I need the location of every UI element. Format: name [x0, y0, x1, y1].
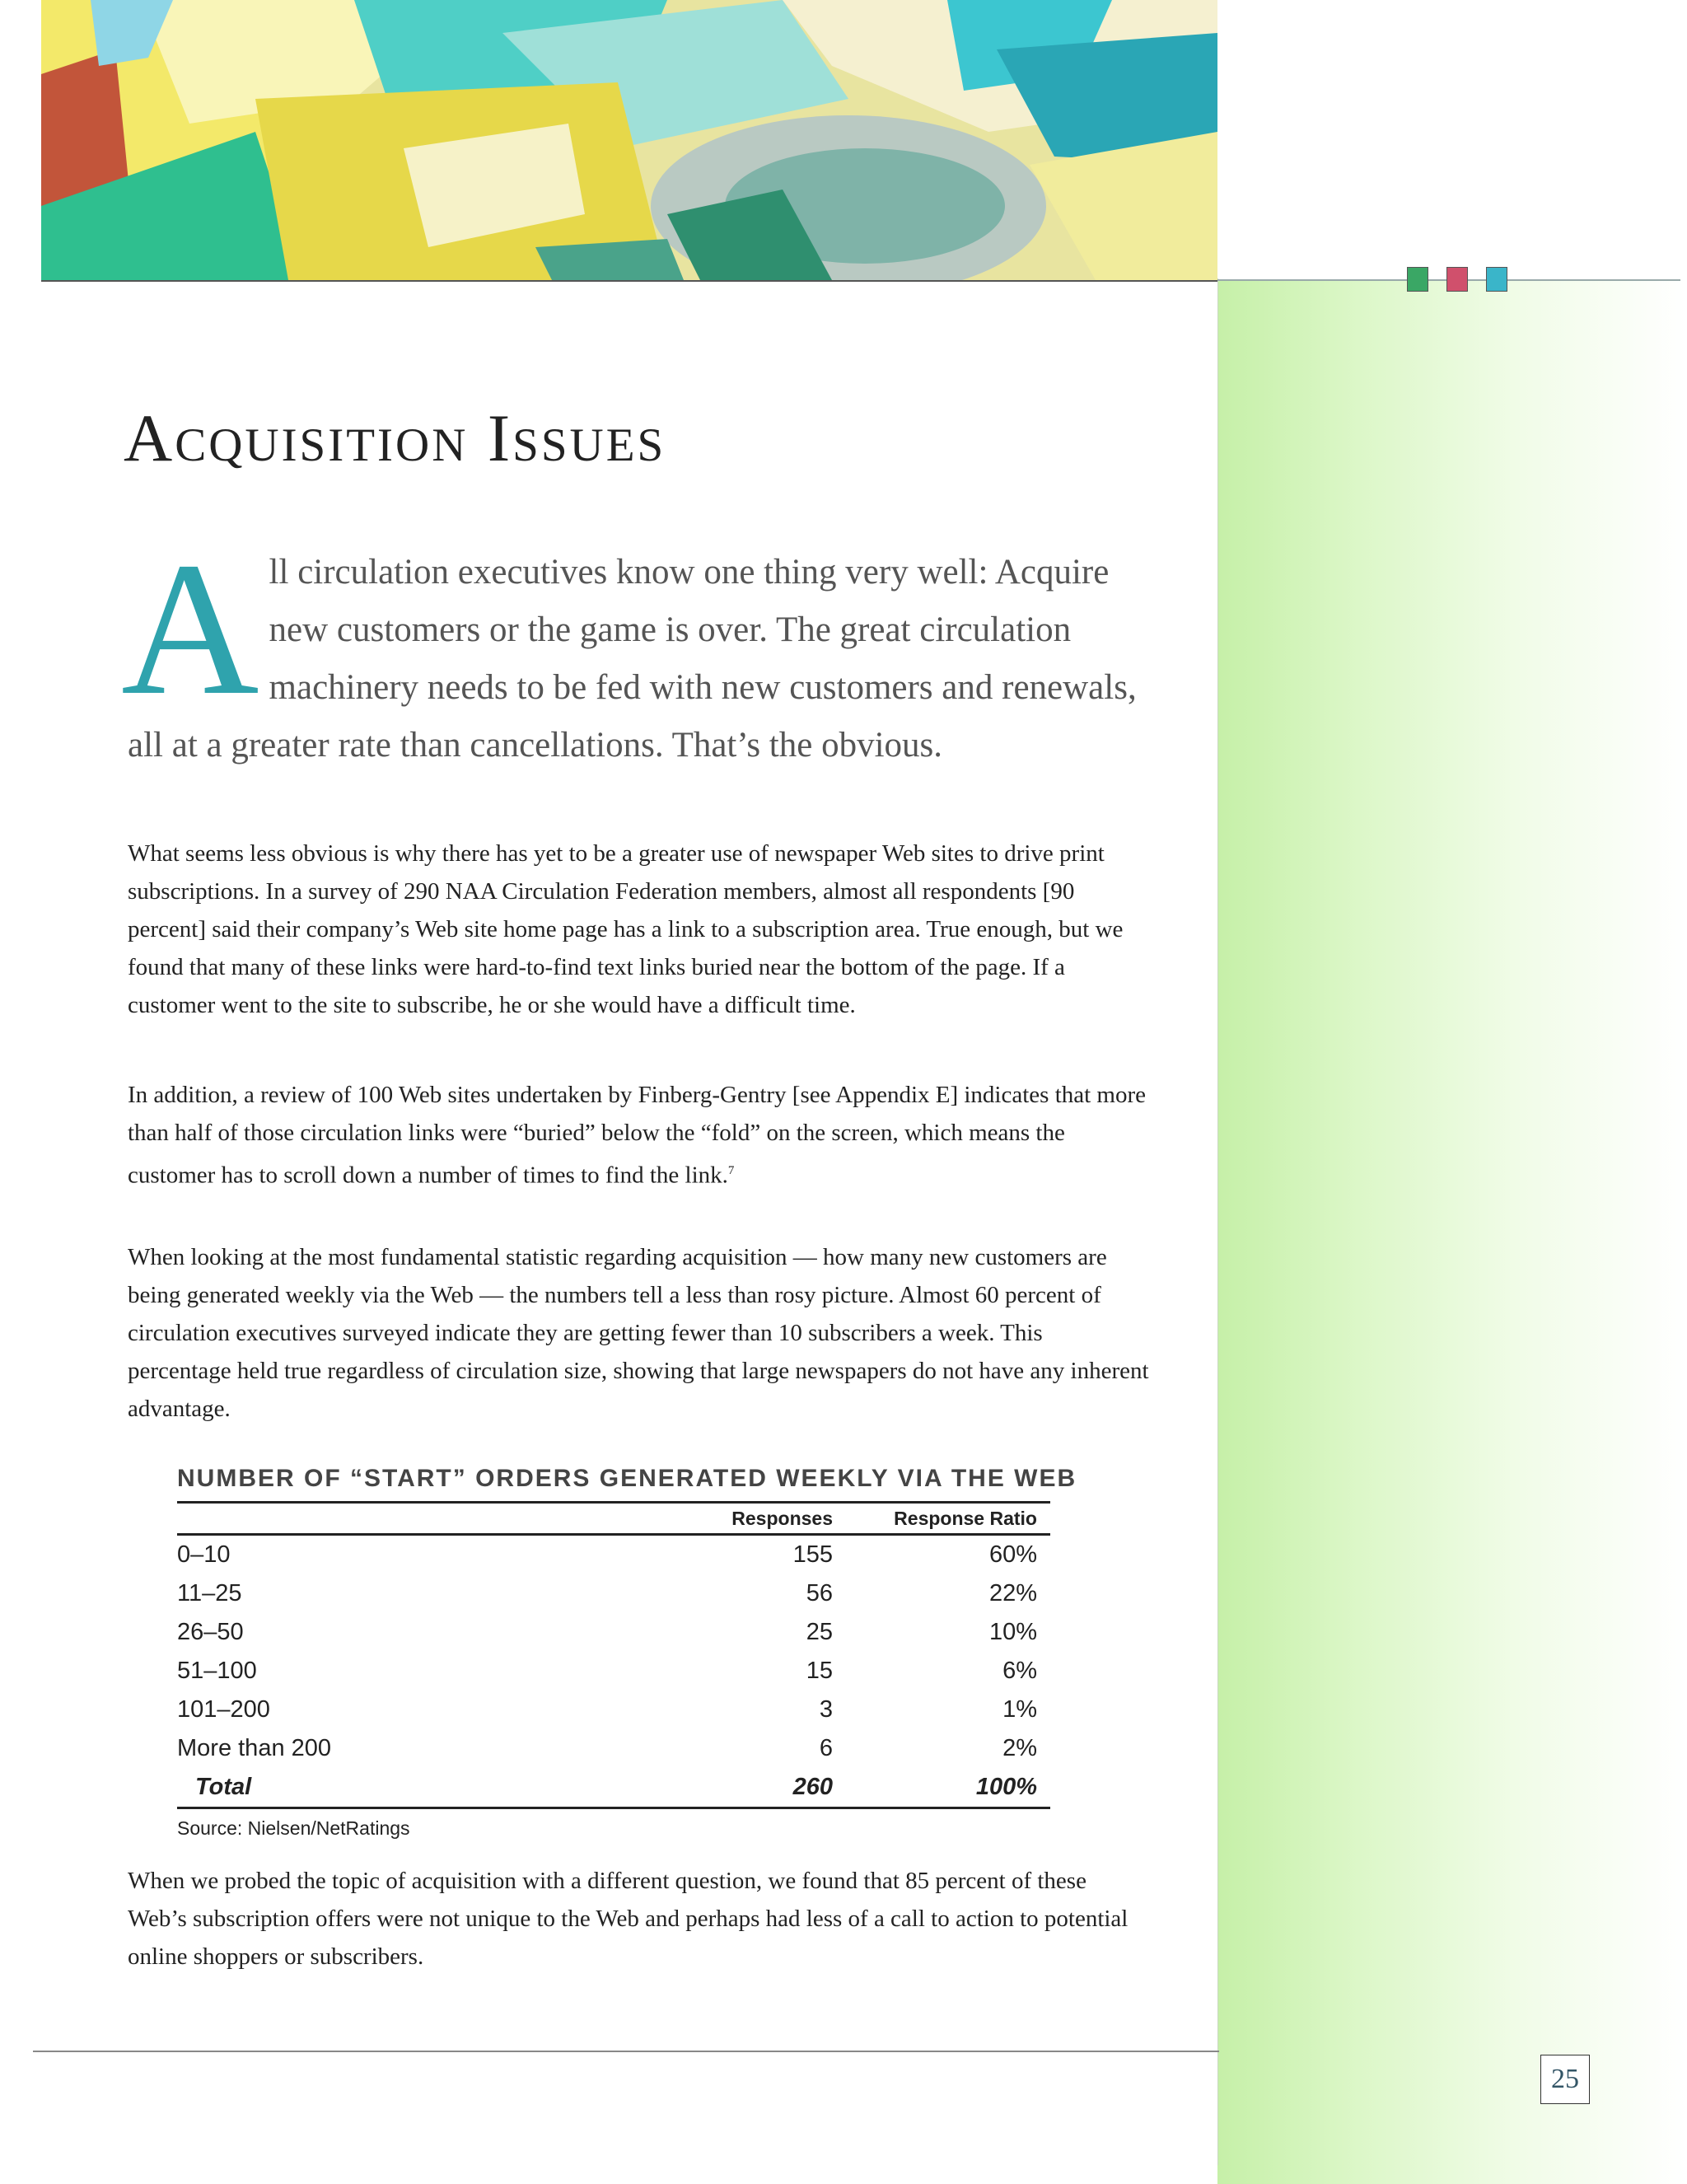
table-title: NUMBER OF “START” ORDERS GENERATED WEEKLY VIA THE WEB: [177, 1465, 1077, 1492]
responses-cell: 6: [819, 1735, 833, 1761]
drop-cap: A: [121, 523, 259, 735]
responses-cell: 15: [806, 1658, 833, 1684]
range-cell: 26–50: [177, 1619, 244, 1645]
table-row: [177, 1652, 1050, 1691]
table-row: [177, 1574, 1050, 1613]
ratio-cell: 1%: [1002, 1696, 1037, 1723]
body-paragraph: When looking at the most fundamental statistic regarding acquisition — how many new customers are being generated weekly via the Web — the numbers tell a less than rosy picture. Almost 60 percent of circulation executives surveyed indicate they are getting fewer than 10 subscribers a week. This percentage held true regardless of circulation size, showing that large newspapers do not have any inherent advantage.: [128, 1244, 1149, 1422]
body-paragraph: What seems less obvious is why there has yet to be a greater use of newspaper Web sites to drive print subscriptions. In a survey of 290 NAA Circulation Federation members, almost all respondents [90 percent] said their company’s Web site home page has a link to a subscription area. True enough, but we found that many of these links were hard-to-find text links buried near the bottom of the page. If a customer went to the site to subscribe, he or she would have a difficult time.: [128, 840, 1124, 1018]
total-label-cell: Total: [177, 1768, 652, 1808]
body-paragraph: [128, 1076, 1149, 1195]
range-cell: 101–200: [177, 1696, 270, 1723]
pink-square-icon: [1446, 267, 1468, 292]
ratio-cell: 10%: [988, 1619, 1037, 1645]
responses-cell: 56: [806, 1580, 833, 1606]
responses-cell: 3: [819, 1696, 833, 1723]
table-header-row: [177, 1503, 1050, 1535]
range-cell: 0–10: [177, 1541, 231, 1568]
ratio-cell: 22%: [988, 1580, 1037, 1606]
total-responses-cell: 260: [652, 1768, 846, 1808]
side-panel: [1217, 0, 1687, 2184]
body-paragraph: When we probed the topic of acquisition with a different question, we found that 85 percent of these Web’s subscription offers were not unique to the Web and perhaps had less of a call to action to potential online shoppers or subscribers.: [128, 1868, 1129, 1970]
column-header-response-ratio: Response Ratio: [846, 1503, 1050, 1535]
responses-cell: 155: [792, 1541, 833, 1568]
abstract-painting-image: [41, 0, 1217, 280]
table-source: Source: Nielsen/NetRatings: [177, 1817, 410, 1839]
range-cell: 51–100: [177, 1658, 257, 1684]
table-row: [177, 1691, 1050, 1729]
side-divider: [1217, 278, 1218, 2165]
page-title: Acquisition Issues: [124, 400, 666, 475]
table-row: [177, 1613, 1050, 1652]
page-number: 25: [1540, 2055, 1590, 2104]
footnote-reference: 7: [727, 1164, 735, 1177]
intro-paragraph: [121, 523, 1149, 774]
total-ratio-cell: 100%: [846, 1768, 1050, 1808]
start-orders-table-block: [177, 1465, 1077, 1840]
footer-rule: [33, 2051, 1219, 2052]
start-orders-table: [177, 1501, 1050, 1809]
intro-text: ll circulation executives know one thing very well: Acquire new customers or the game is over. The great circulation machinery needs to be fed with new customers and renewals, all at a greater rate than cancellations. That’s the obvious.: [128, 553, 1137, 765]
paragraph-text: In addition, a review of 100 Web sites undertaken by Finberg-Gentry [see Appendix E] indicates that more than half of those circulation links were “buried” below the “fold” on the screen, which means the customer has to scroll down a number of times to find the link.: [128, 1082, 1147, 1189]
green-square-icon: [1407, 267, 1428, 292]
range-cell: More than 200: [177, 1735, 332, 1761]
ratio-cell: 6%: [1002, 1658, 1037, 1684]
side-panel-top: [1217, 0, 1687, 280]
table-total-row: [177, 1768, 1050, 1808]
header-artwork: [41, 0, 1217, 282]
range-cell: 11–25: [177, 1580, 242, 1606]
teal-square-icon: [1486, 267, 1507, 292]
column-header-range: [177, 1503, 652, 1535]
ratio-cell: 2%: [1002, 1735, 1037, 1761]
table-row: [177, 1729, 1050, 1768]
table-row: [177, 1535, 1050, 1575]
ratio-cell: 60%: [988, 1541, 1037, 1568]
responses-cell: 25: [806, 1619, 833, 1645]
column-header-responses: Responses: [652, 1503, 846, 1535]
